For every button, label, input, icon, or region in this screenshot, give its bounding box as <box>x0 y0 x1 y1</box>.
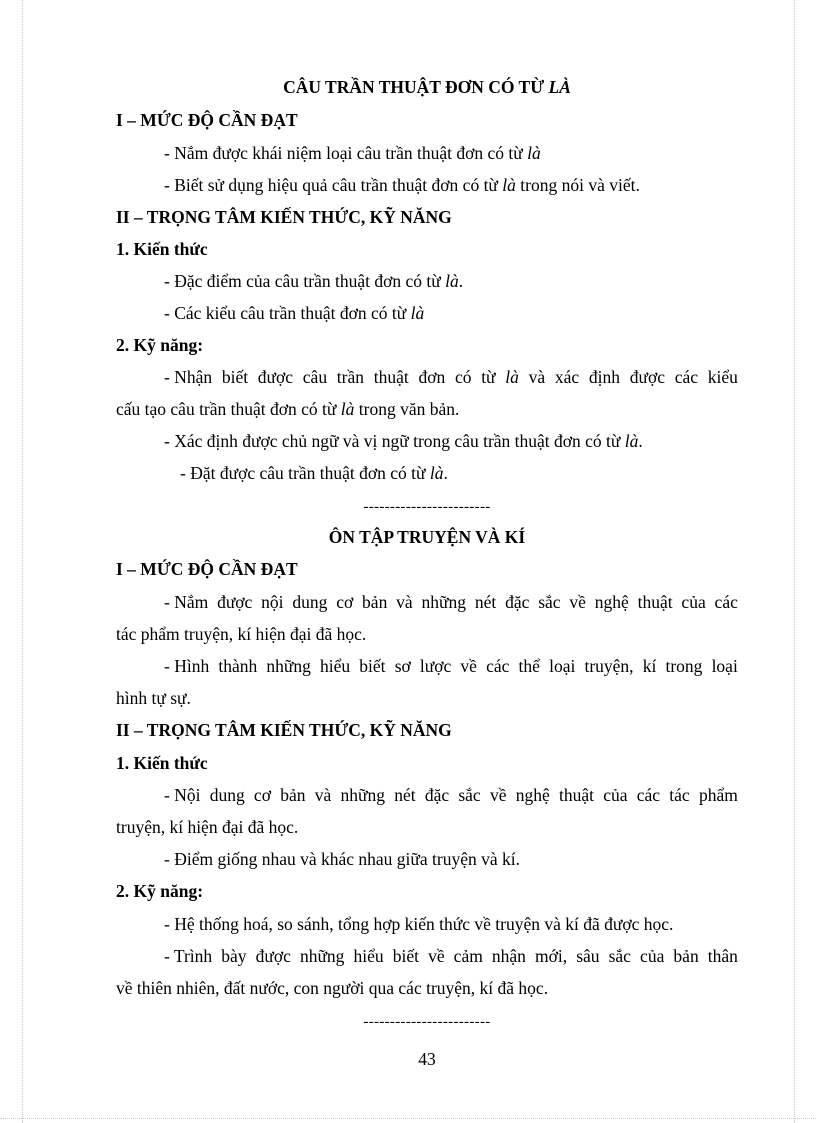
word: loại <box>549 656 576 676</box>
word: thân <box>707 946 738 966</box>
word: những <box>299 946 345 966</box>
word: định <box>588 367 620 387</box>
word: dung <box>292 592 328 612</box>
word: về <box>460 656 477 676</box>
word: những <box>340 785 385 805</box>
s1-knowledge-2: - Các kiểu câu trần thuật đơn có từ là <box>164 303 425 323</box>
separator-2: ------------------------ <box>363 1014 491 1030</box>
s1-skills-heading: 2. Kỹ năng: <box>116 335 204 355</box>
word: bản <box>280 785 306 805</box>
word: trong <box>665 656 703 676</box>
s1-skill-2: - Xác định được chủ ngữ và vị ngữ trong câu trần thuật đơn có từ là. <box>164 431 643 451</box>
word: các <box>674 367 699 387</box>
word: sâu <box>576 946 600 966</box>
word: truyện, <box>584 656 634 676</box>
word: của <box>603 785 628 805</box>
word: đặc <box>424 785 450 805</box>
section-1-title: CÂU TRẦN THUẬT ĐƠN CÓ TỪ LÀ <box>283 77 571 97</box>
word: dung <box>209 785 245 805</box>
word: đơn <box>418 367 446 387</box>
s1-skill-1 <box>164 366 738 388</box>
word: phẩm <box>698 785 738 805</box>
word: những <box>421 592 467 612</box>
s1-knowledge-heading: 1. Kiến thức <box>116 239 208 259</box>
separator-1: ------------------------ <box>363 499 491 515</box>
word: sắc <box>608 946 631 966</box>
word: của <box>640 946 665 966</box>
word: nội <box>261 592 284 612</box>
word: các <box>486 656 510 676</box>
word: tác <box>669 785 690 805</box>
s1-goal-1: - Nắm được khái niệm loại câu trần thuật đơn có từ là <box>164 143 541 163</box>
word: về <box>569 592 586 612</box>
word: mới, <box>535 946 568 966</box>
word: các <box>714 592 738 612</box>
section-2-title: ÔN TẬP TRUYỆN VÀ KÍ <box>328 527 526 547</box>
word: của <box>681 592 706 612</box>
s2-skills-heading: 2. Kỹ năng: <box>116 881 204 901</box>
word: sắc <box>538 592 561 612</box>
s2-knowledge-heading: 1. Kiến thức <box>116 753 208 773</box>
s2-goal-1-cont: tác phẩm truyện, kí hiện đại đã học. <box>116 624 367 644</box>
word: được <box>255 946 291 966</box>
word: hiểu <box>353 946 384 966</box>
page-frame-left <box>22 0 23 1123</box>
word: và <box>396 592 413 612</box>
word: là <box>505 367 519 387</box>
s2-heading-focus: II – TRỌNG TÂM KIẾN THỨC, KỸ NĂNG <box>116 720 452 740</box>
s1-heading-goals: I – MỨC ĐỘ CẦN ĐẠT <box>116 110 298 130</box>
word: kí <box>642 656 657 676</box>
word: trần <box>336 367 365 387</box>
word: - Nhận <box>164 367 213 387</box>
word: những <box>266 656 311 676</box>
word: - Nội <box>164 785 201 805</box>
word: thành <box>218 656 258 676</box>
word: cơ <box>336 592 354 612</box>
word: câu <box>302 367 328 387</box>
s2-skill-1: - Hệ thống hoá, so sánh, tổng hợp kiến thức về truyện và kí đã được học. <box>164 914 674 934</box>
s2-knowledge-1 <box>164 784 738 806</box>
word: đặc <box>505 592 530 612</box>
s1-knowledge-1: - Đặc điểm của câu trần thuật đơn có từ là. <box>164 271 464 291</box>
word: sắc <box>458 785 481 805</box>
word: kiểu <box>707 367 738 387</box>
s2-knowledge-1-cont: truyện, kí hiện đại đã học. <box>116 817 299 837</box>
word: được <box>257 367 294 387</box>
word: thuật <box>558 785 594 805</box>
word: nhận <box>491 946 526 966</box>
word: nghệ <box>594 592 629 612</box>
word: - Nắm <box>164 592 209 612</box>
word: về <box>489 785 507 805</box>
s2-heading-goals: I – MỨC ĐỘ CẦN ĐẠT <box>116 559 298 579</box>
word: bày <box>221 946 247 966</box>
s1-goal-2: - Biết sử dụng hiệu quả câu trần thuật đơn có từ là trong nói và viết. <box>164 175 640 195</box>
word: bản <box>673 946 699 966</box>
word: bản <box>362 592 388 612</box>
s2-goal-1 <box>164 591 738 613</box>
word: - Trình <box>164 946 213 966</box>
word: thuật <box>637 592 673 612</box>
page-number: 43 <box>418 1049 436 1069</box>
word: cảm <box>453 946 483 966</box>
word: có <box>454 367 472 387</box>
word: nét <box>474 592 497 612</box>
word: biết <box>221 367 249 387</box>
page-frame-right <box>794 0 795 1123</box>
s2-goal-2 <box>164 655 738 677</box>
word: cơ <box>253 785 271 805</box>
word: từ <box>481 367 496 387</box>
word: loại <box>711 656 738 676</box>
s1-heading-focus: II – TRỌNG TÂM KIẾN THỨC, KỸ NĂNG <box>116 207 452 227</box>
word: được <box>629 367 665 387</box>
s2-skill-2 <box>164 945 738 967</box>
word: về <box>428 946 445 966</box>
word: nghệ <box>515 785 550 805</box>
word: hiểu <box>320 656 351 676</box>
word: và <box>314 785 332 805</box>
word: lược <box>419 656 452 676</box>
word: thể <box>518 656 540 676</box>
s2-skill-2-cont: về thiên nhiên, đất nước, con người qua các truyện, kí đã học. <box>116 978 549 998</box>
word: biết <box>392 946 419 966</box>
word: và <box>528 367 546 387</box>
word: được <box>217 592 253 612</box>
word: sơ <box>394 656 411 676</box>
word: thuật <box>373 367 409 387</box>
s1-skill-3: - Đặt được câu trần thuật đơn có từ là. <box>180 463 448 483</box>
s2-knowledge-2: - Điểm giống nhau và khác nhau giữa truyện và kí. <box>164 849 520 869</box>
s1-skill-1-cont: cấu tạo câu trần thuật đơn có từ là trong văn bản. <box>116 399 460 419</box>
word: xác <box>554 367 580 387</box>
page-frame-bottom <box>0 1118 816 1119</box>
s2-goal-2-cont: hình tự sự. <box>116 688 191 708</box>
word: các <box>636 785 661 805</box>
word: biết <box>359 656 386 676</box>
word: nét <box>394 785 416 805</box>
word: - Hình <box>164 656 210 676</box>
